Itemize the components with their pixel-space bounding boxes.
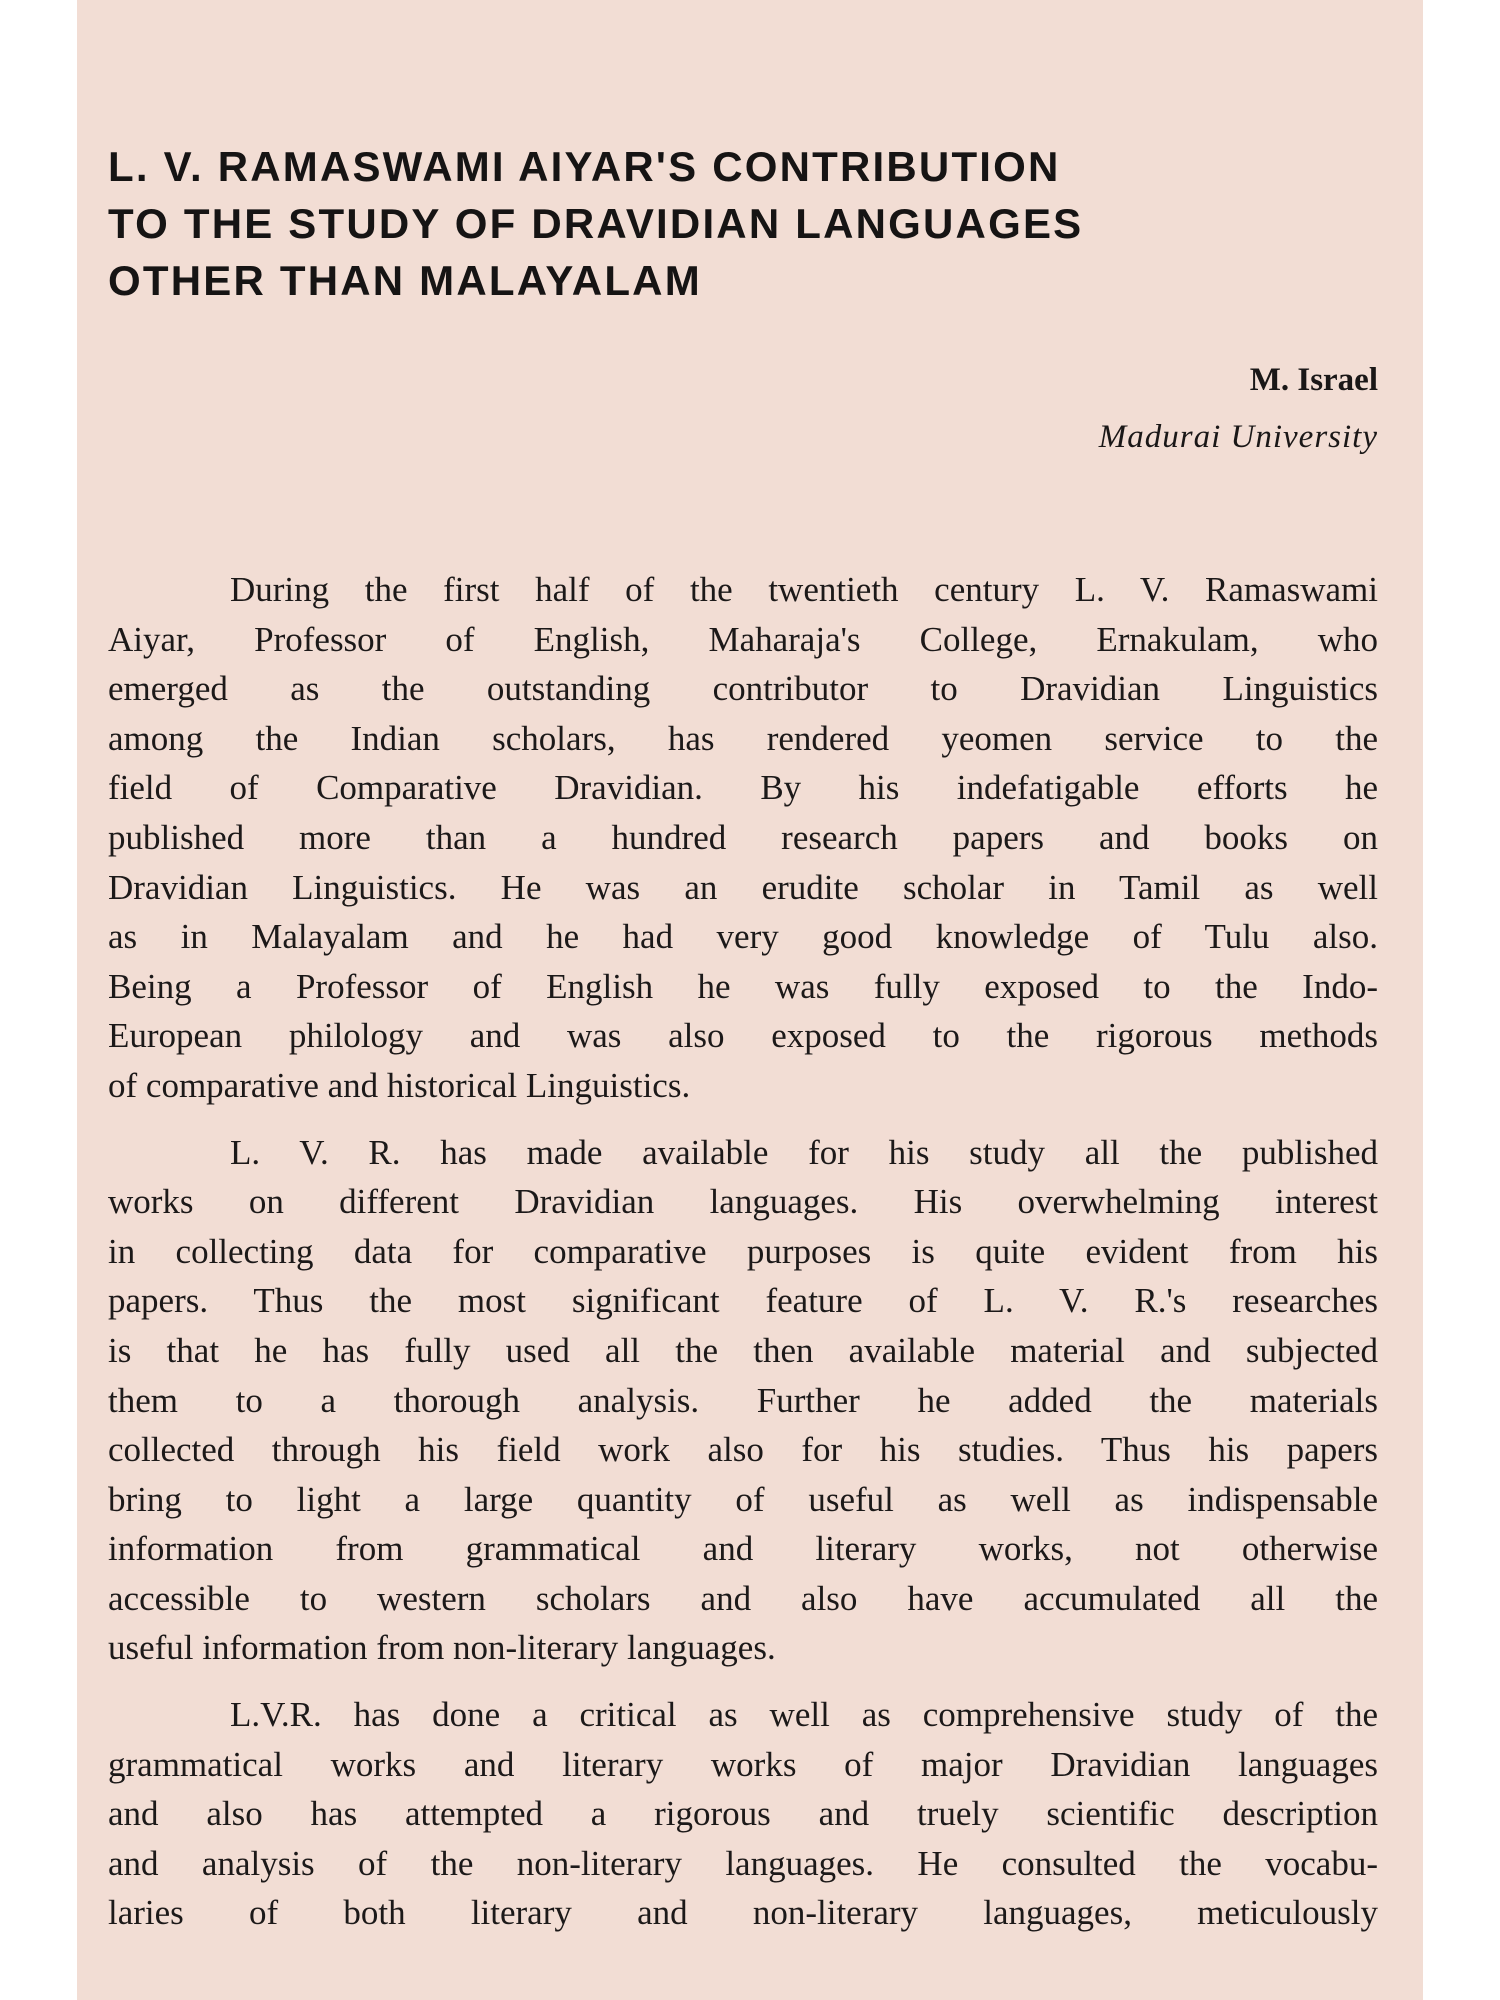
text-line: Being a Professor of English he was fully exposed to the Indo- — [108, 966, 1378, 1006]
text-line: works on different Dravidian languages. His overwhelming interest — [108, 1182, 1378, 1222]
author-name: M. Israel — [1249, 362, 1378, 398]
title-line: L. V. RAMASWAMI AIYAR'S CONTRIBUTION — [108, 143, 1061, 190]
text-line: papers. Thus the most significant feature of L. V. R.'s researches — [108, 1281, 1378, 1321]
text-line: bring to light a large quantity of useful as well as indispensable — [108, 1479, 1378, 1519]
text-line: is that he has fully used all the then available material and subjected — [108, 1330, 1378, 1370]
text-line: L.V.R. has done a critical as well as comprehensive study of the — [230, 1695, 1378, 1735]
paragraph — [108, 1128, 1378, 1674]
text-line: Dravidian Linguistics. He was an erudite scholar in Tamil as well — [108, 867, 1378, 907]
text-line: information from grammatical and literary works, not otherwise — [108, 1529, 1378, 1569]
text-line: European philology and was also exposed to the rigorous methods — [108, 1016, 1378, 1056]
text-line: them to a thorough analysis. Further he added the materials — [108, 1380, 1378, 1420]
text-line: laries of both literary and non-literary languages, meticulously — [108, 1893, 1378, 1933]
text-line: Aiyar, Professor of English, Maharaja's College, Ernakulam, who — [108, 619, 1378, 659]
text-line: of comparative and historical Linguistics. — [108, 1065, 691, 1105]
text-line: L. V. R. has made available for his study all the published — [230, 1132, 1378, 1172]
text-line: in collecting data for comparative purposes is quite evident from his — [108, 1231, 1378, 1271]
text-line: useful information from non-literary languages. — [108, 1628, 776, 1668]
article-body — [108, 565, 1378, 1955]
title-line: TO THE STUDY OF DRAVIDIAN LANGUAGES — [108, 200, 1084, 247]
text-line: and also has attempted a rigorous and truely scientific description — [108, 1794, 1378, 1834]
text-line: field of Comparative Dravidian. By his indefatigable efforts he — [108, 768, 1378, 808]
text-line: published more than a hundred research papers and books on — [108, 817, 1378, 857]
text-line: During the first half of the twentieth century L. V. Ramaswami — [230, 570, 1378, 609]
text-line: as in Malayalam and he had very good knowledge of Tulu also. — [108, 917, 1378, 957]
paragraph — [108, 1690, 1378, 1938]
author-block — [1099, 360, 1378, 457]
text-line: emerged as the outstanding contributor to Dravidian Linguistics — [108, 669, 1378, 709]
article-title — [108, 138, 1083, 309]
text-line: and analysis of the non-literary languages. He consulted the vocabu- — [108, 1843, 1378, 1883]
title-line: OTHER THAN MALAYALAM — [108, 257, 702, 304]
text-line: accessible to western scholars and also have accumulated all the — [108, 1578, 1378, 1618]
document-page — [77, 0, 1423, 2000]
author-affiliation: Madurai University — [1098, 419, 1378, 455]
paragraph — [108, 565, 1378, 1111]
text-line: among the Indian scholars, has rendered yeomen service to the — [108, 718, 1378, 758]
text-line: grammatical works and literary works of major Dravidian languages — [108, 1744, 1378, 1784]
text-line: collected through his field work also for his studies. Thus his papers — [108, 1430, 1378, 1470]
